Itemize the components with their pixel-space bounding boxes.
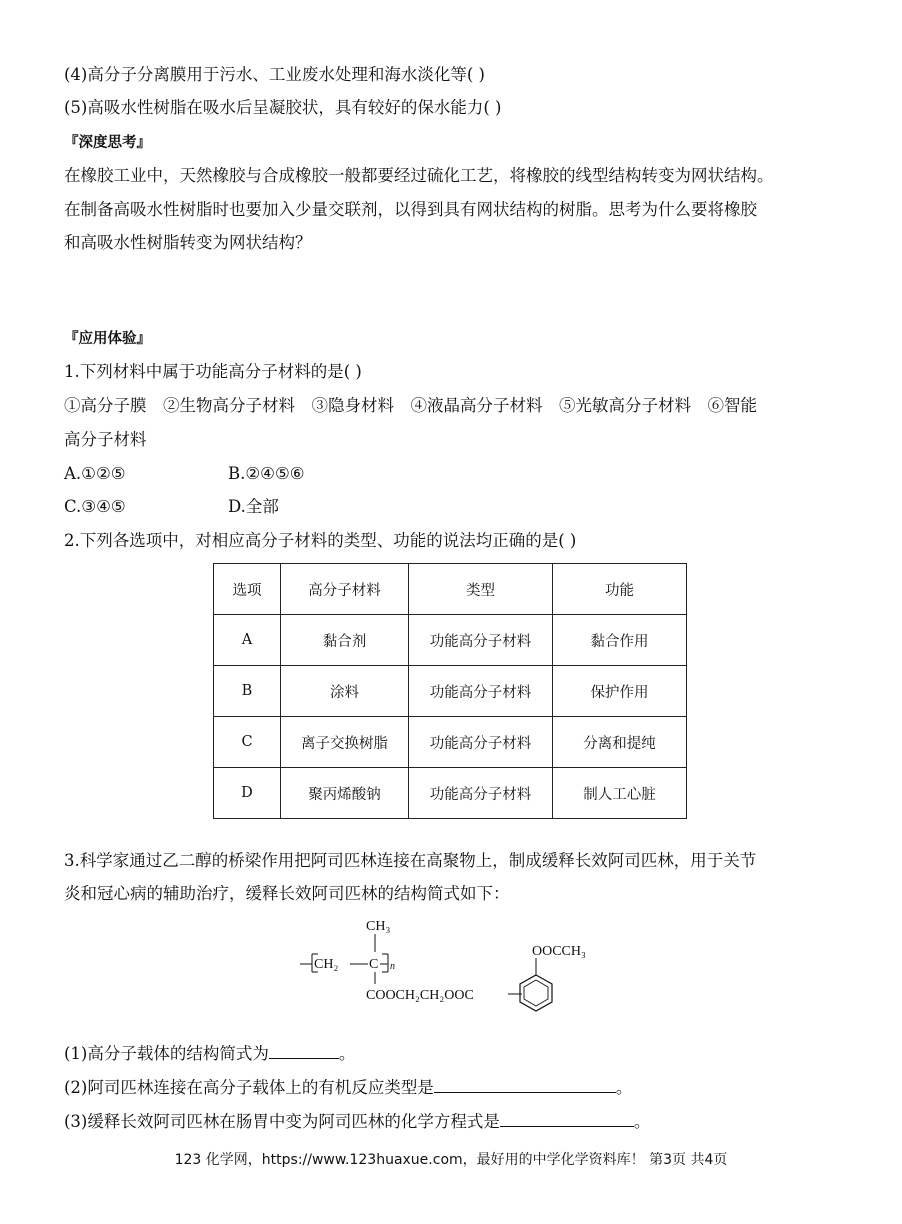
structural-formula [296, 912, 616, 1030]
deep-thinking-line-3: 和高吸水性树脂转变为网状结构？ [64, 233, 312, 252]
application-heading: 『应用体验』 [64, 330, 151, 347]
table-cell: B [214, 666, 281, 717]
q1-list-line-2: 高分子材料 [64, 430, 147, 449]
q3-sub3-suffix: 。 [633, 1112, 651, 1131]
deep-thinking-line-1: 在橡胶工业中，天然橡胶与合成橡胶一般都要经过硫化工艺，将橡胶的线型结构转变为网状结构。 [64, 166, 774, 185]
table-cell: 黏合剂 [281, 615, 409, 666]
table-cell: 制人工心脏 [553, 768, 687, 819]
table-header-row [214, 564, 687, 615]
table-cell: A [214, 615, 281, 666]
table-row [214, 615, 687, 666]
table-header-cell: 功能 [553, 564, 687, 615]
q2-stem: 2.下列各选项中，对相应高分子材料的类型、功能的说法均正确的是( ) [64, 531, 577, 550]
q3-sub1-prefix: (1)高分子载体的结构简式为 [64, 1044, 269, 1063]
q3-sub2 [64, 1076, 632, 1099]
q3-sub2-prefix: (2)阿司匹林连接在高分子载体上的有机反应类型是 [64, 1078, 434, 1097]
table-cell: 聚丙烯酸钠 [281, 768, 409, 819]
q1-option-b: B.②④⑤⑥ [228, 464, 305, 483]
q1-option-c: C.③④⑤ [64, 497, 126, 516]
chain-ch2-text: CH₂ [314, 957, 339, 972]
answer-blank-2[interactable] [434, 1076, 616, 1093]
table-cell: 保护作用 [553, 666, 687, 717]
table-cell: C [214, 717, 281, 768]
q3-sub3-prefix: (3)缓释长效阿司匹林在肠胃中变为阿司匹林的化学方程式是 [64, 1112, 500, 1131]
center-c-text: C [369, 957, 379, 972]
table-header-cell: 高分子材料 [281, 564, 409, 615]
table-cell: 功能高分子材料 [409, 666, 553, 717]
table-cell: 离子交换树脂 [281, 717, 409, 768]
q3-line-1: 3.科学家通过乙二醇的桥梁作用把阿司匹林连接在高聚物上，制成缓释长效阿司匹林，用于关节 [64, 851, 757, 870]
table-cell: 涂料 [281, 666, 409, 717]
table-cell: 功能高分子材料 [409, 615, 553, 666]
deep-thinking-line-2: 在制备高吸水性树脂时也要加入少量交联剂，以得到具有网状结构的树脂。思考为什么要将橡胶 [64, 200, 757, 219]
table-row [214, 717, 687, 768]
table-cell: 功能高分子材料 [409, 717, 553, 768]
q3-sub1-suffix: 。 [338, 1044, 356, 1063]
q3-sub3 [64, 1110, 650, 1133]
q3-line-2: 炎和冠心病的辅助治疗，缓释长效阿司匹林的结构简式如下： [64, 884, 510, 903]
deep-thinking-heading: 『深度思考』 [64, 134, 151, 151]
item-4: (4)高分子分离膜用于污水、工业废水处理和海水淡化等( ) [64, 65, 485, 84]
table-cell: D [214, 768, 281, 819]
answer-blank-3[interactable] [500, 1110, 634, 1127]
table-cell: 黏合作用 [553, 615, 687, 666]
table-row [214, 666, 687, 717]
item-5: (5)高吸水性树脂在吸水后呈凝胶状，具有较好的保水能力( ) [64, 98, 502, 117]
q3-sub2-suffix: 。 [615, 1078, 633, 1097]
q1-stem: 1.下列材料中属于功能高分子材料的是( ) [64, 362, 362, 381]
q1-option-a: A.①②⑤ [64, 464, 126, 483]
table-cell: 分离和提纯 [553, 717, 687, 768]
q3-sub1 [64, 1042, 355, 1065]
ester-chain-text: COOCH₂CH₂OOC [366, 988, 474, 1003]
answer-blank-1[interactable] [269, 1042, 339, 1059]
page-footer: 123 化学网，https://www.123huaxue.com，最好用的中学化学资料库！ 第3页 共4页 [174, 1152, 728, 1168]
table-header-cell: 类型 [409, 564, 553, 615]
table-header-cell: 选项 [214, 564, 281, 615]
q1-list-line-1: ①高分子膜 ②生物高分子材料 ③隐身材料 ④液晶高分子材料 ⑤光敏高分子材料 ⑥智能 [64, 396, 757, 415]
q2-table [213, 563, 687, 819]
table-row [214, 768, 687, 819]
subscript-n-text: n [390, 961, 395, 972]
oocch3-text: OOCCH₃ [532, 944, 586, 959]
table-cell: 功能高分子材料 [409, 768, 553, 819]
q1-option-d: D.全部 [228, 497, 279, 516]
methyl-top-text: CH₃ [366, 919, 391, 934]
